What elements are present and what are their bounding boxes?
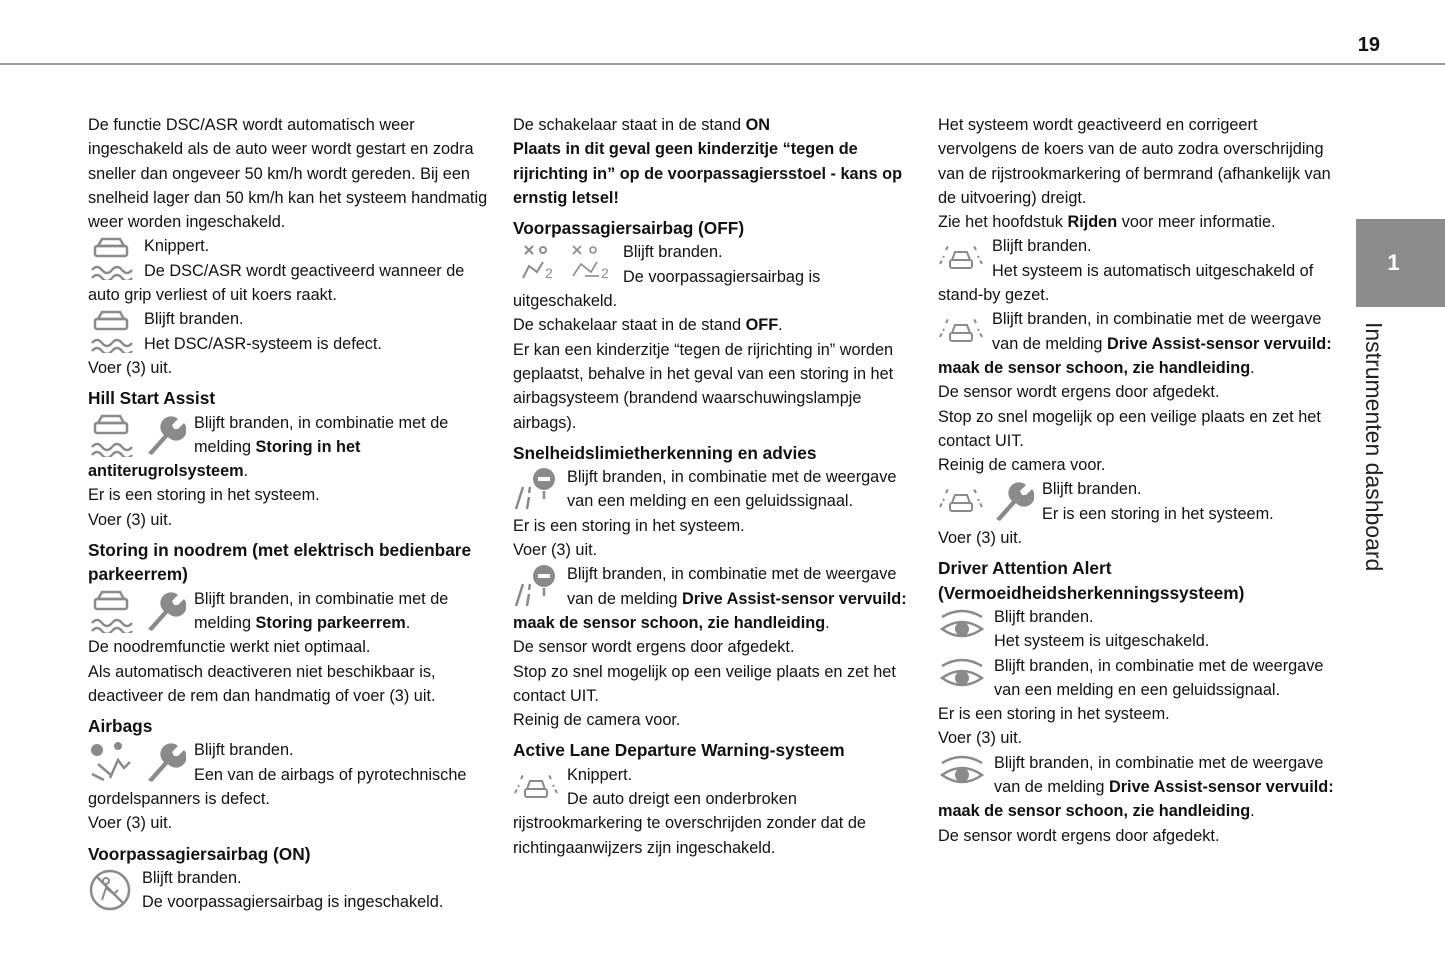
- message-text: Drive Assist-sensor vervuild: maak de sensor schoon, zie handleiding: [938, 778, 1334, 821]
- status-text: Blijft branden.: [623, 243, 723, 262]
- status-text: Blijft branden.: [142, 868, 242, 887]
- switch-state: ON: [745, 116, 771, 134]
- lane-departure-icon: [938, 479, 984, 519]
- status-text: Blijft branden.: [144, 310, 244, 329]
- description-text: De sensor wordt ergens door afgedekt.: [513, 638, 795, 657]
- description-text: De voorpassagiersairbag is uitgeschakeld.: [513, 267, 821, 311]
- status-text: Blijft branden, in combinatie met de weergave van de melding: [994, 753, 1324, 797]
- passenger-off-entry: [513, 240, 913, 313]
- airbag-icon: [88, 740, 136, 784]
- daa-dirty-entry: Blijft branden, in combinatie met de weergave van de melding Drive Assist-sensor vervuild: maak de sensor schoon, zie handleiding.: [938, 753, 1334, 821]
- action-text: Voer (3) uit.: [88, 814, 173, 833]
- driver-attention-eye-icon: [938, 607, 986, 647]
- brake-entry: Blijft branden, in combinatie met de melding Storing parkeerrem.: [88, 587, 488, 636]
- section-heading: Active Lane Departure Warning-systeem: [513, 740, 845, 761]
- description-text: Het systeem is uitgeschakeld.: [994, 632, 1210, 651]
- status-text: Blijft branden.: [994, 607, 1094, 626]
- paragraph: Zie het hoofdstuk: [938, 213, 1068, 232]
- chapter-number: 1: [1387, 250, 1400, 275]
- lane-departure-icon: [513, 765, 559, 805]
- page-number: 19: [1357, 34, 1380, 56]
- message-text: Storing in het antiterugrolsysteem: [88, 437, 361, 481]
- description-text: Het systeem is automatisch uitgeschakeld of stand-by gezet.: [938, 261, 1314, 305]
- skid-car-icon: [88, 236, 136, 280]
- description-text: Het DSC/ASR-systeem is defect.: [144, 334, 382, 353]
- driver-attention-eye-icon: [938, 753, 986, 793]
- status-text: Blijft branden.: [1042, 480, 1142, 499]
- action-text: Reinig de camera voor.: [938, 456, 1106, 475]
- lane-departure-icon: [938, 236, 984, 276]
- paragraph: Het systeem wordt geactiveerd en corrigeert vervolgens de koers van de auto zodra overschrijding van de rijstrookmarkering of bermrand (afhankelijk van de uitvoering) dreigt.: [938, 116, 1331, 207]
- status-text: Blijft branden.: [194, 741, 294, 760]
- column-1: [88, 113, 488, 915]
- section-heading: Driver Attention Alert (Vermoeidheidsherkenningssysteem): [938, 558, 1245, 603]
- message-text: Drive Assist-sensor vervuild: maak de sensor schoon, zie handleiding: [513, 589, 907, 632]
- daa-off-entry: [938, 605, 1338, 654]
- action-text: Voer (3) uit.: [88, 510, 173, 529]
- chapter-title: Instrumenten dashboard: [1361, 322, 1387, 572]
- status-text: Knippert.: [567, 765, 633, 784]
- header-divider: [0, 63, 1445, 65]
- description-text: De noodremfunctie werkt niet optimaal.: [88, 638, 371, 657]
- description-text: Een van de airbags of pyrotechnische gordelspanners is defect.: [88, 765, 467, 809]
- driver-attention-eye-icon: [938, 656, 986, 696]
- column-3: [938, 113, 1338, 848]
- status-text: Blijft branden, in combinatie met de weergave van de melding: [992, 310, 1322, 353]
- action-text: Reinig de camera voor.: [513, 711, 681, 730]
- speed-limit-icon: [513, 467, 559, 511]
- section-heading: Storing in noodrem (met elektrisch bedienbare parkeerrem): [88, 540, 472, 585]
- status-text: Blijft branden, in combinatie met de weergave van de melding: [567, 565, 897, 608]
- status-text: Blijft branden, in combinatie met de melding: [194, 589, 449, 632]
- section-heading: Airbags: [88, 716, 153, 737]
- description-text: Er is een storing in het systeem.: [938, 705, 1170, 724]
- passenger-on-entry: [88, 866, 488, 915]
- action-text: Voer (3) uit.: [938, 729, 1023, 748]
- description-text: De sensor wordt ergens door afgedekt.: [938, 383, 1220, 402]
- action-text: Voer (3) uit.: [88, 358, 173, 377]
- svg-text:2: 2: [545, 265, 553, 282]
- speed-dirty-entry: Blijft branden, in combinatie met de weergave van de melding Drive Assist-sensor vervuild: maak de sensor schoon, zie handleiding.: [513, 565, 907, 632]
- skid-car-icon: [88, 309, 136, 353]
- wrench-icon: [142, 740, 186, 784]
- status-text: Knippert.: [144, 237, 210, 256]
- speed-fault-entry: [513, 465, 913, 514]
- description-text: De voorpassagiersairbag is ingeschakeld.: [142, 893, 444, 912]
- lane-departure-icon: [938, 309, 984, 349]
- status-text: Blijft branden, in combinatie met de weergave van een melding en een geluidssignaal.: [994, 656, 1324, 699]
- section-heading: Voorpassagiersairbag (OFF): [513, 218, 745, 239]
- description-text: De sensor wordt ergens door afgedekt.: [938, 826, 1220, 845]
- description-text: De DSC/ASR wordt geactiveerd wanneer de auto grip verliest of uit koers raakt.: [88, 261, 465, 305]
- wrench-icon: [990, 479, 1034, 523]
- skid-car-icon: [88, 589, 136, 633]
- action-text: Als automatisch deactiveren niet beschikbaar is, deactiveer de rem dan handmatig of voer (3) uit.: [88, 662, 436, 705]
- section-heading: Voorpassagiersairbag (ON): [88, 843, 311, 864]
- action-text: Stop zo snel mogelijk op een veilige plaats en zet het contact UIT.: [938, 407, 1321, 450]
- chapter-tab[interactable]: [1356, 219, 1445, 307]
- message-text: Storing parkeerrem: [255, 613, 406, 632]
- hill-entry: Blijft branden, in combinatie met de melding Storing in het antiterugrolsysteem.: [88, 413, 449, 481]
- paragraph: De functie DSC/ASR wordt automatisch weer ingeschakeld als de auto weer wordt gestart en zodra sneller dan ongeveer 50 km/h wordt gereden. Bij een snelheid lager dan 50 km/h kan het systeem handmatig weer worden ingeschakeld.: [88, 116, 488, 232]
- lane-on-entry: [938, 234, 1338, 307]
- lane-fault-entry: [938, 477, 1338, 526]
- svg-text:2: 2: [601, 265, 609, 282]
- paragraph: De schakelaar staat in de stand: [513, 316, 746, 335]
- passenger-airbag-off-icon: [513, 242, 561, 282]
- passenger-airbag-off-icon: [567, 242, 615, 282]
- description-text: Er is een storing in het systeem.: [1042, 504, 1274, 523]
- section-heading: Snelheidslimietherkenning en advies: [513, 442, 817, 463]
- chapter-reference: Rijden: [1067, 213, 1118, 232]
- paragraph: Er kan een kinderzitje “tegen de rijrichting in” worden geplaatst, behalve in het geval van een storing in het airbagsysteem (brandend waarschuwingslampje airbags).: [513, 340, 894, 432]
- switch-state: OFF: [745, 316, 779, 335]
- section-heading: Hill Start Assist: [88, 388, 216, 409]
- speed-limit-icon: [513, 564, 559, 608]
- lane-dirty-entry: Blijft branden, in combinatie met de weergave van de melding Drive Assist-sensor vervuild: maak de sensor schoon, zie handleiding.: [938, 310, 1332, 377]
- description-text: Er is een storing in het systeem.: [88, 486, 320, 505]
- paragraph: De schakelaar staat in de stand: [513, 116, 746, 134]
- status-text: Blijft branden, in combinatie met de weergave van een melding en een geluidssignaal.: [567, 468, 897, 511]
- airbag-entry: [88, 738, 488, 811]
- lane-flash-entry: [513, 763, 913, 860]
- daa-fault-entry: [938, 654, 1338, 703]
- wrench-icon: [142, 413, 186, 457]
- dsc-flash-entry: [88, 234, 488, 307]
- column-2: De schakelaar staat in de stand ON Plaats in dit geval geen kinderzitje “tegen de rijrichting in” op de voorpassagiersstoel - kans op ernstig letsel! Voorpassagiersairbag (OFF) 2 2 Blijft branden. De voorpassagiersairbag is uitgeschakeld. De schakelaar staat in de stand OFF. Er kan een kinderzitje “tegen de rijrichting in” worden geplaatst, behalve in het geval van een storing in het airbagsysteem (brandend waarschuwingslampje airbags). Snelheidslimietherkenning en advies Blijft branden, in combinatie met de weergave van een melding en een geluidssignaal. Er is een storing in het systeem. Voer (3) uit. Blijft branden, in combinatie met de weergave van de melding Drive Assist-sensor vervuild: maak de sensor schoon, zie handleiding. De sensor wordt ergens door afgedekt. Stop zo snel mogelijk op een veilige plaats en zet het contact UIT. Reinig de camera voor. Active Lane Departure Warning-systeem Knippert. De auto dreigt een onderbroken rijstrookmarkering te overschrijden zonder dat de richtingaanwijzers zijn ingeschakeld.: [513, 113, 913, 860]
- dsc-on-entry: [88, 307, 488, 356]
- description-text: Er is een storing in het systeem.: [513, 516, 745, 535]
- warning-text: Plaats in dit geval geen kinderzitje “tegen de rijrichting in” op de voorpassagiersstoel - kans op ernstig letsel!: [513, 140, 903, 207]
- wrench-icon: [142, 589, 186, 633]
- passenger-airbag-on-icon: [88, 868, 134, 912]
- action-text: Stop zo snel mogelijk op een veilige plaats en zet het contact UIT.: [513, 662, 896, 705]
- status-text: Blijft branden, in combinatie met de melding: [194, 413, 449, 456]
- message-text: Drive Assist-sensor vervuild: maak de sensor schoon, zie handleiding: [938, 334, 1332, 377]
- action-text: Voer (3) uit.: [938, 529, 1023, 548]
- paragraph: voor meer informatie.: [1117, 213, 1276, 232]
- skid-car-icon: [88, 413, 136, 457]
- description-text: De auto dreigt een onderbroken rijstrookmarkering te overschrijden zonder dat de richtingaanwijzers zijn ingeschakeld.: [513, 790, 866, 857]
- action-text: Voer (3) uit.: [513, 541, 598, 560]
- status-text: Blijft branden.: [992, 237, 1092, 256]
